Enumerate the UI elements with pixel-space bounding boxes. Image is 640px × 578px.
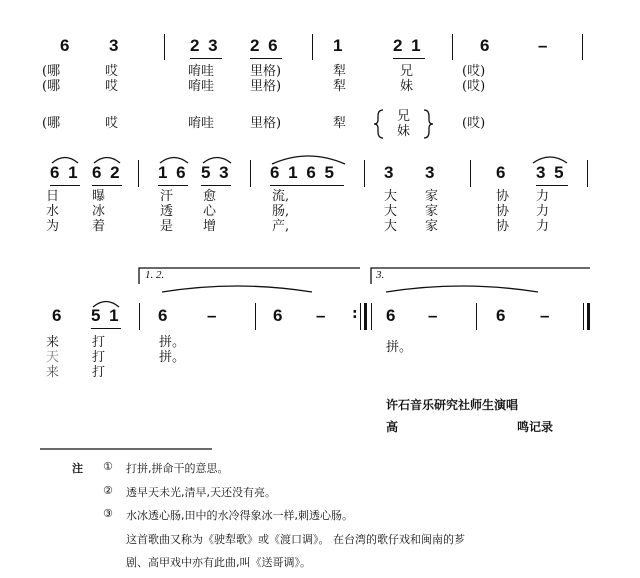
- tie: [162, 286, 312, 292]
- barline: [250, 160, 251, 187]
- note: 1 6: [158, 163, 188, 182]
- lyric: 打: [92, 335, 106, 350]
- barline: [452, 34, 453, 60]
- underline: [50, 185, 80, 186]
- barline: [364, 160, 365, 187]
- note: 2 6: [250, 36, 280, 55]
- underline: [92, 185, 122, 186]
- lyric: 着: [92, 219, 106, 234]
- note: 3: [384, 163, 396, 182]
- note: 6: [60, 36, 72, 55]
- note: 6 1 6 5: [270, 163, 336, 182]
- lyric: 大: [384, 219, 398, 234]
- note-paragraph-line: 这首歌曲又称为《驶犁歌》或《渡口调》。 在台湾的歌仔戏和闽南的芗: [126, 533, 465, 546]
- lyric: 增: [203, 219, 217, 234]
- underline: [91, 328, 121, 329]
- lyric: 水: [46, 204, 60, 219]
- note: 1: [333, 36, 345, 55]
- dash: –: [540, 306, 552, 325]
- note-text: 打拼,拼命干的意思。: [126, 462, 229, 475]
- lyric: 流,: [272, 189, 290, 204]
- note: 6: [52, 306, 64, 325]
- lyric: 大: [384, 204, 398, 219]
- note: 6: [496, 306, 508, 325]
- lyric: 里格): [250, 64, 282, 79]
- note: 6: [158, 306, 170, 325]
- note-marker: ③: [103, 507, 113, 520]
- dash: –: [428, 306, 440, 325]
- lyric: 打: [92, 350, 106, 365]
- lyric: 拼。: [159, 350, 186, 365]
- performers: 许石音乐研究社师生演唱: [386, 398, 519, 412]
- note: 5 3: [201, 163, 231, 182]
- lyric: 肠,: [272, 204, 290, 219]
- note: 2 1: [393, 36, 423, 55]
- lyric: (哎): [462, 64, 486, 79]
- lyric: 妹: [400, 79, 414, 94]
- lyric: 心: [203, 204, 217, 219]
- lyric: 是: [160, 219, 174, 234]
- lyric: 为: [46, 219, 60, 234]
- note-text: 水冰透心肠,田中的水冷得象冰一样,刺透心肠。: [126, 509, 353, 522]
- barline: [312, 34, 313, 60]
- barline: [360, 303, 361, 330]
- underline: [393, 58, 425, 59]
- lyric: 大: [384, 189, 398, 204]
- lyric: (哪: [42, 116, 61, 131]
- lyric: 来: [46, 335, 60, 350]
- lyric: 冰: [92, 204, 106, 219]
- dash: –: [538, 36, 550, 55]
- barline: [582, 34, 583, 60]
- lyric: 兄: [400, 64, 414, 79]
- lyric: 家: [425, 204, 439, 219]
- note: 6: [480, 36, 492, 55]
- note-paragraph-line: 剧、高甲戏中亦有此曲,叫《送哥调》。: [126, 556, 311, 569]
- note: 6: [273, 306, 285, 325]
- barline: [470, 160, 471, 187]
- lyric: 汗: [160, 189, 174, 204]
- barline: [587, 160, 588, 187]
- brace-right: [424, 110, 433, 138]
- lyric: 唷哇: [188, 79, 215, 94]
- underline: [201, 185, 231, 186]
- note: 3: [425, 163, 437, 182]
- recorder-role: 鸣记录: [517, 420, 554, 434]
- underline: [270, 185, 344, 186]
- lyric: 拼。: [386, 340, 413, 355]
- lyric: 来: [46, 365, 60, 380]
- lyric: 协: [496, 219, 510, 234]
- lyric: 犁: [333, 116, 347, 131]
- barline: [139, 303, 140, 330]
- lyric: 妹: [397, 124, 411, 139]
- lyric: 唷哇: [188, 64, 215, 79]
- note: 6 1: [50, 163, 80, 182]
- lyric: 协: [496, 189, 510, 204]
- lyric: 兄: [397, 109, 411, 124]
- note: 6 2: [92, 163, 122, 182]
- lyric: (哎): [462, 79, 486, 94]
- note: 3 5: [536, 163, 566, 182]
- volta-bracket-1: [139, 268, 360, 284]
- lyric: 唷哇: [188, 116, 215, 131]
- note-text: 透早天未光,清早,天还没有亮。: [126, 486, 276, 499]
- volta-bracket-2: [371, 268, 590, 284]
- lyric: (哎): [462, 116, 486, 131]
- repeat-dots: :: [352, 306, 358, 322]
- lyric: 打: [92, 365, 106, 380]
- barline: [138, 160, 139, 187]
- lyric: (哪: [42, 64, 61, 79]
- barline: [371, 303, 372, 330]
- lyric: 家: [425, 219, 439, 234]
- dash: –: [316, 306, 328, 325]
- note-marker: ①: [103, 460, 113, 473]
- note: 6: [386, 306, 398, 325]
- barline: [476, 303, 477, 330]
- lyric: 哎: [105, 79, 119, 94]
- lyric: 协: [496, 204, 510, 219]
- tie: [386, 286, 538, 292]
- notes-label: 注: [72, 462, 83, 475]
- recorder-surname: 高: [386, 420, 399, 434]
- volta-label-2: 3.: [376, 269, 385, 281]
- lyric: 日: [46, 189, 60, 204]
- lyric: 透: [160, 204, 174, 219]
- lyric: 产,: [272, 219, 290, 234]
- barline-thick: [364, 303, 367, 330]
- lyric: 曝: [92, 189, 106, 204]
- lyric: 力: [536, 204, 550, 219]
- dash: –: [207, 306, 219, 325]
- underline: [190, 58, 222, 59]
- barline: [164, 34, 165, 60]
- note: 6: [496, 163, 508, 182]
- lyric: 愈: [203, 189, 217, 204]
- barline: [583, 303, 584, 330]
- lyric: 拼。: [159, 335, 186, 350]
- underline: [536, 185, 568, 186]
- lyric: (哪: [42, 79, 61, 94]
- note: 3: [109, 36, 121, 55]
- lyric: 里格): [250, 79, 282, 94]
- lyric: 天: [46, 350, 60, 365]
- underline: [158, 185, 188, 186]
- lyric: 哎: [105, 116, 119, 131]
- brace-left: [374, 110, 383, 138]
- lyric: 哎: [105, 64, 119, 79]
- lyric: 犁: [333, 64, 347, 79]
- lyric: 家: [425, 189, 439, 204]
- barline: [255, 303, 256, 330]
- lyric: 力: [536, 189, 550, 204]
- note: 5 1: [91, 306, 121, 325]
- note-marker: ②: [103, 484, 113, 497]
- lyric: 力: [536, 219, 550, 234]
- note: 2 3: [190, 36, 220, 55]
- volta-label-1: 1. 2.: [145, 269, 165, 281]
- lyric: 里格): [250, 116, 282, 131]
- lyric: 犁: [333, 79, 347, 94]
- underline: [250, 58, 282, 59]
- barline-final: [587, 303, 590, 330]
